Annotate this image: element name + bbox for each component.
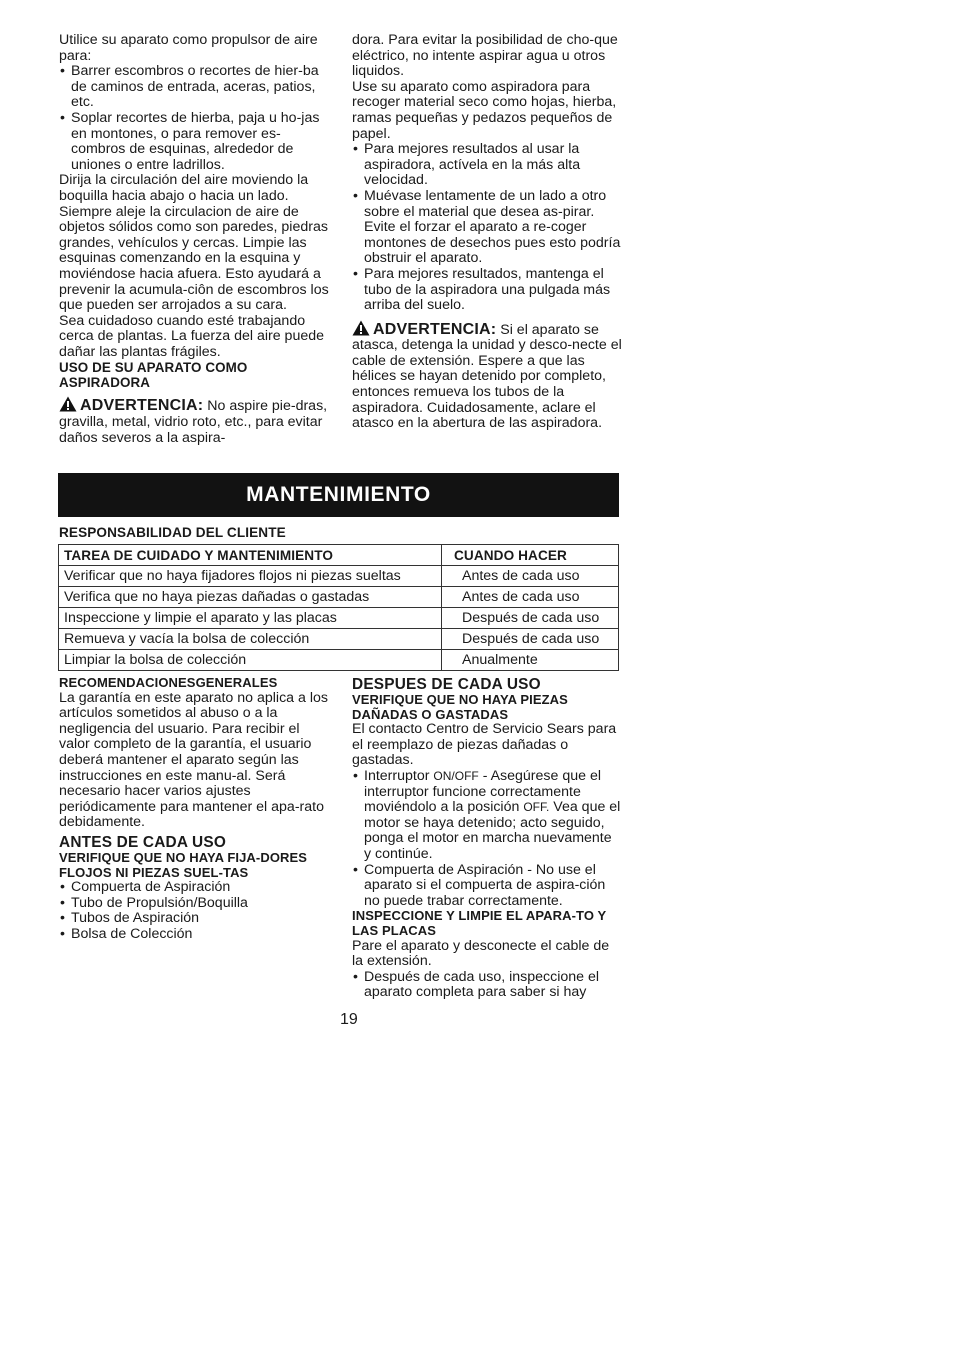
right-column	[352, 33, 622, 432]
switch-text-a: Interruptor	[364, 767, 430, 784]
table-cell: Antes de cada uso	[442, 566, 619, 587]
table-header-row	[59, 545, 619, 566]
warning-label: ADVERTENCIA:	[80, 397, 204, 415]
plants-paragraph: Sea cuidadoso cuando esté trabajando cerca de plantas. La fuerza del aire puede dañar las plantas frágiles.	[59, 312, 325, 360]
general-recommendations-heading: RECOMENDACIONESGENERALES	[59, 675, 278, 690]
warning-triangle-icon	[59, 396, 77, 412]
off-label: OFF.	[523, 800, 550, 815]
maintenance-table	[58, 544, 619, 671]
column-header-when: CUANDO HACER	[442, 545, 619, 566]
on-off-label: ON/OFF	[433, 768, 479, 783]
list-item: • Barrer escombros o recortes de hier-ba de caminos de entrada, aceras, patios, etc.	[59, 64, 334, 111]
page-number: 19	[340, 1011, 358, 1028]
list-item: • Compuerta de Aspiración - No use el aparato si el compuerta de aspira-ción no puede trabar correctamente.	[352, 863, 622, 910]
list-item	[352, 769, 622, 863]
water-paragraph: dora. Para evitar la posibilidad de cho-que eléctrico, no intente aspirar agua u otros liquidos.	[352, 32, 618, 80]
table-title: RESPONSABILIDAD DEL CLIENTE	[59, 525, 286, 540]
switch-text-c: Vea que el motor se haya detenido; acto seguido, ponga el motor en marcha nuevamente y continúe.	[364, 799, 621, 862]
switch-text-b: - Asegúrese que el interruptor funcione correctamente moviéndolo a la posición	[364, 767, 601, 816]
table-cell: Anualmente	[442, 650, 619, 671]
vacuum-use-heading: USO DE SU APARATO COMO ASPIRADORA	[59, 360, 248, 391]
bottom-right-column	[352, 676, 622, 1001]
left-column	[59, 33, 334, 446]
table-row	[59, 650, 619, 671]
table-cell: Después de cada uso	[442, 608, 619, 629]
maintenance-banner: MANTENIMIENTO	[58, 473, 619, 517]
table-row	[59, 629, 619, 650]
stop-paragraph: Pare el aparato y desconecte el cable de la extensión.	[352, 937, 610, 970]
table-cell: Limpiar la bolsa de colección	[59, 650, 442, 671]
table-row	[59, 566, 619, 587]
vacuum-tips-list	[352, 142, 622, 314]
list-item: • Para mejores resultados al usar la aspiradora, actívela en la más alta velocidad.	[352, 142, 622, 189]
list-item: • Bolsa de Colección	[59, 927, 334, 943]
inspect-clean-subheading: INSPECCIONE Y LIMPIE EL APARA-TO Y LAS PLACAS	[352, 908, 607, 938]
vacuum-paragraph: Use su aparato como aspiradora para recoger material seco como hojas, hierba, ramas pequeñas y pedazos pequeños de papel.	[352, 78, 617, 142]
intro-text: Utilice su aparato como propulsor de aire para:	[59, 32, 318, 64]
warning-block	[59, 396, 334, 446]
table-row	[59, 608, 619, 629]
table-cell: Verifica que no haya piezas dañadas o gastadas	[59, 587, 442, 608]
inspect-list	[352, 970, 622, 1001]
warning-triangle-icon	[352, 320, 370, 336]
warning-block	[352, 320, 622, 432]
table-cell: Remueva y vacía la bolsa de colección	[59, 629, 442, 650]
airflow-paragraph: Dirija la circulación del aire moviendo la boquilla hacia abajo o hacia un lado. Siempre aleje la circulacion de aire de objetos sólidos como son paredes, piedras grandes, vehículos y cercas. Limpie las esquinas comenzando en la esquina y moviéndose hacia afuera. Esto ayudará a prevenir la acumula-ciôn de escombros los que pueden ser arrojados a su cara.	[59, 172, 329, 314]
list-item: • Tubos de Aspiración	[59, 911, 334, 927]
damaged-parts-subheading: VERIFIQUE QUE NO HAYA PIEZAS DAÑADAS O GASTADAS	[352, 692, 568, 722]
warning-text: No aspire pie-dras, gravilla, metal, vidrio roto, etc., para evitar daños severos a la aspira-	[59, 398, 328, 446]
blower-uses-list	[59, 64, 334, 173]
after-use-list	[352, 769, 622, 909]
table-cell: Antes de cada uso	[442, 587, 619, 608]
warning-label: ADVERTENCIA:	[373, 320, 497, 338]
column-header-task: TAREA DE CUIDADO Y MANTENIMIENTO	[59, 545, 442, 566]
service-paragraph: El contacto Centro de Servicio Sears para el reemplazo de piezas dañadas o gastadas.	[352, 721, 617, 769]
list-item: • Soplar recortes de hierba, paja u ho-jas en montones, o para remover es-combros de esquinas, alrededor de uniones o entre ladrillos.	[59, 111, 334, 173]
list-item: • Compuerta de Aspiración	[59, 880, 334, 896]
table-cell: Verificar que no haya fijadores flojos ni piezas sueltas	[59, 566, 442, 587]
list-item: • Para mejores resultados, mantenga el tubo de la aspiradora una pulgada más arriba del suelo.	[352, 267, 622, 314]
before-use-heading: ANTES DE CADA USO	[59, 833, 227, 851]
table-cell: Inspeccione y limpie el aparato y las placas	[59, 608, 442, 629]
list-item: • Tubo de Propulsión/Boquilla	[59, 896, 334, 912]
loose-parts-subheading: VERIFIQUE QUE NO HAYA FIJA-DORES FLOJOS NI PIEZAS SUEL-TAS	[59, 849, 308, 880]
warning-text: Si el aparato se atasca, detenga la unidad y desco-necte el cable de extensión. Espere a que las hélices se hayan detenido por completo, entonces remueva los tubos de la aspiradora. Cuidadosamente, aclare el atasco en la abertura de las aspiradora.	[352, 321, 622, 432]
table-cell: Después de cada uso	[442, 629, 619, 650]
warranty-paragraph: La garantía en este aparato no aplica a los artículos sometidos al abuso o a la negligencia del usuario. Para recibir el valor completo de la garantía, el usuario deberá mantener el aparato según las instrucciones en este manu-al. Será necesario hacer varios ajustes periódicamente para mantener el apa-rato debidamente.	[59, 689, 328, 831]
after-use-heading: DESPUES DE CADA USO	[352, 676, 541, 693]
list-item: • Después de cada uso, inspeccione el aparato completa para saber si hay	[352, 970, 622, 1001]
check-items-list	[59, 880, 334, 942]
table-row	[59, 587, 619, 608]
bottom-left-column	[59, 676, 334, 943]
list-item: • Muévase lentamente de un lado a otro sobre el material que desea as-pirar. Evite el forzar el aparato a re-coger montones de desechos pues esto podría obstruir el aparato.	[352, 189, 622, 267]
